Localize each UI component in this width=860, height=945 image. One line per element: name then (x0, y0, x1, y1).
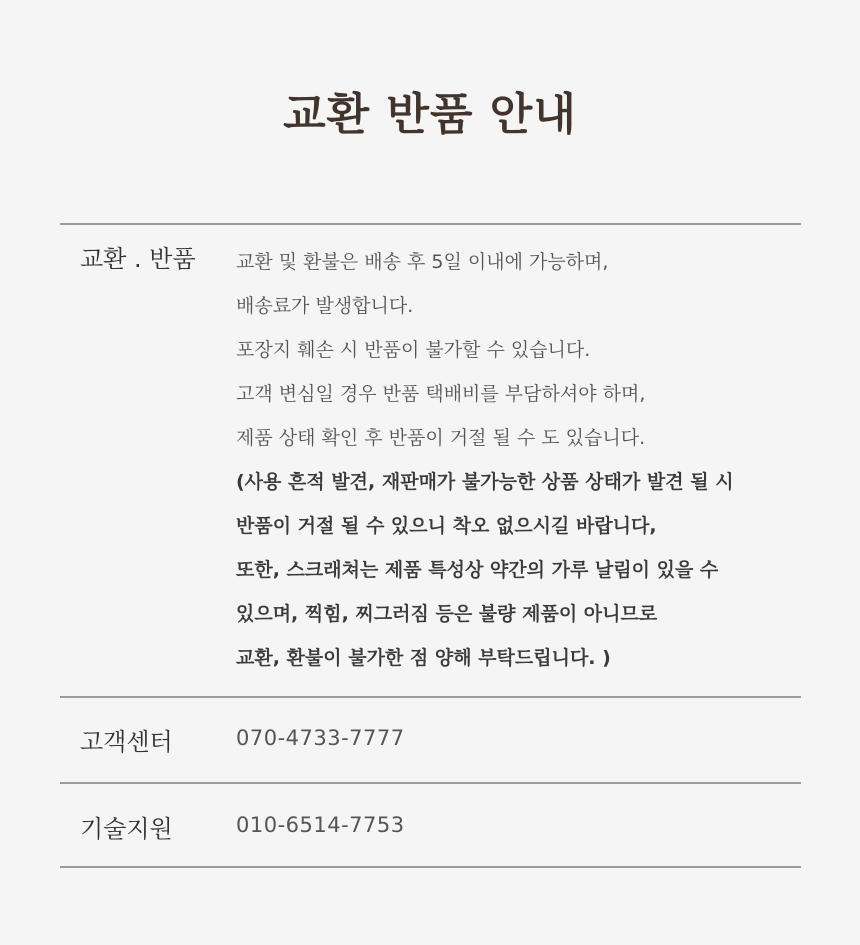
exchange-line: 배송료가 발생합니다. (236, 295, 414, 317)
exchange-label: 교환 . 반품 (80, 245, 196, 273)
customer-center-section (60, 698, 801, 782)
tech-support-phone[interactable]: 010-6514-7753 (236, 813, 405, 837)
exchange-text (236, 240, 734, 680)
exchange-section (60, 225, 801, 695)
customer-center-phone[interactable]: 070-4733-7777 (236, 726, 405, 750)
exchange-note-line: 반품이 거절 될 수 있으니 착오 없으시길 바랍니다, (236, 515, 657, 537)
exchange-note-line: 있으며, 찍힘, 찌그러짐 등은 불량 제품이 아니므로 (236, 603, 658, 625)
exchange-line: 고객 변심일 경우 반품 택배비를 부담하셔야 하며, (236, 383, 646, 405)
exchange-note-line: (사용 흔적 발견, 재판매가 불가능한 상품 상태가 발견 될 시 (236, 471, 734, 493)
customer-center-label: 고객센터 (80, 728, 173, 756)
exchange-line: 포장지 훼손 시 반품이 불가할 수 있습니다. (236, 339, 591, 361)
exchange-note-line: 교환, 환불이 불가한 점 양해 부탁드립니다. ) (236, 647, 611, 669)
tech-support-section (60, 784, 801, 866)
tech-support-label: 기술지원 (80, 815, 173, 843)
divider (60, 866, 801, 868)
exchange-line: 제품 상태 확인 후 반품이 거절 될 수 도 있습니다. (236, 427, 646, 449)
page-title: 교환 반품 안내 (283, 89, 577, 140)
exchange-note-line: 또한, 스크래쳐는 제품 특성상 약간의 가루 날림이 있을 수 (236, 559, 719, 581)
exchange-line: 교환 및 환불은 배송 후 5일 이내에 가능하며, (236, 251, 609, 273)
